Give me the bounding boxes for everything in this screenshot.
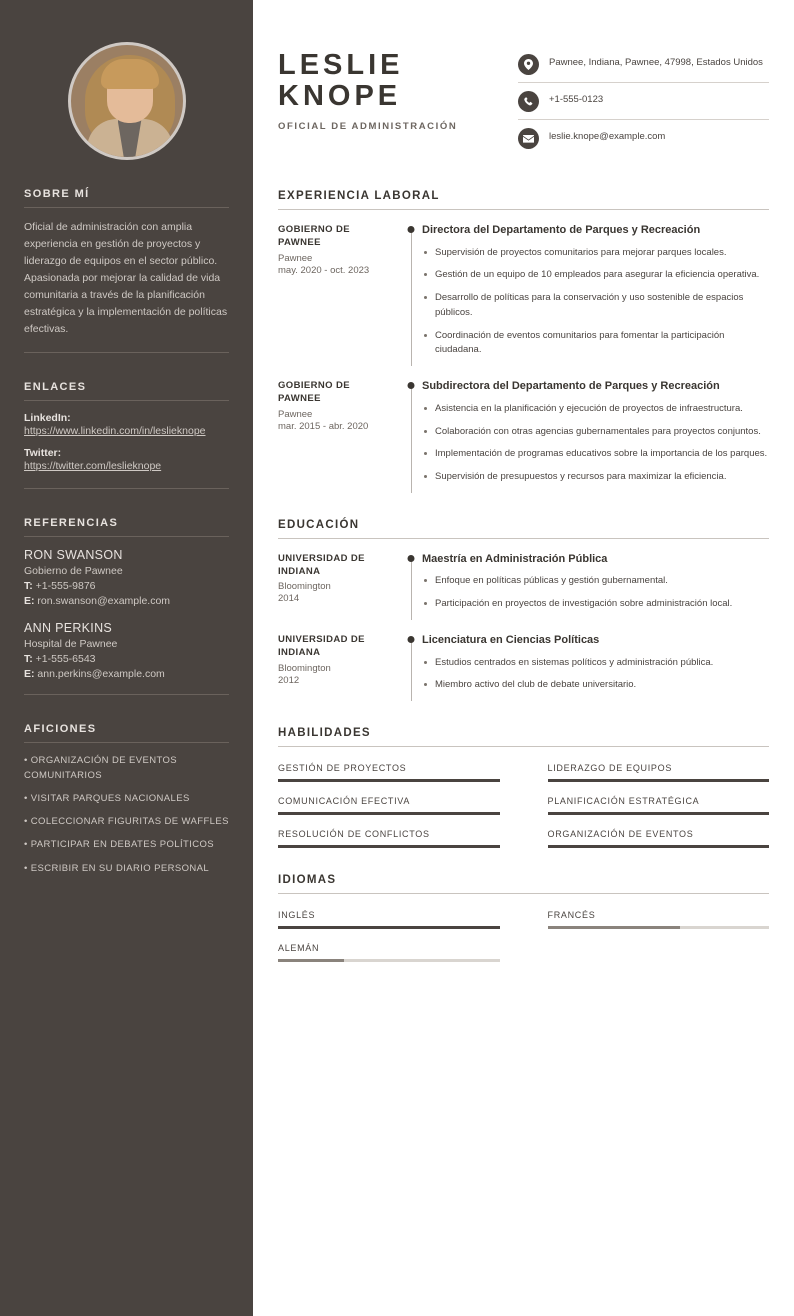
references-divider bbox=[24, 694, 229, 695]
skill-item bbox=[278, 763, 500, 782]
reference-phone-label: T: bbox=[24, 653, 33, 666]
skill-label: LIDERAZGO DE EQUIPOS bbox=[547, 763, 673, 774]
skills-section bbox=[278, 727, 769, 848]
language-item bbox=[278, 943, 500, 962]
education-org: UNIVERSIDAD DE INDIANA bbox=[278, 633, 365, 658]
language-label: FRANCÉS bbox=[547, 910, 596, 921]
timeline-line bbox=[411, 385, 412, 493]
skill-bar-fill bbox=[548, 779, 770, 782]
bullet-item: Estudios centrados en sistemas políticos y administración pública. bbox=[422, 656, 769, 671]
languages-section bbox=[278, 874, 769, 962]
hobby-item: • ESCRIBIR EN SU DIARIO PERSONAL bbox=[24, 862, 210, 874]
education-bullets bbox=[422, 574, 769, 611]
link-item bbox=[24, 447, 229, 474]
timeline-dot bbox=[408, 636, 415, 643]
language-bar-fill bbox=[278, 926, 500, 929]
experience-meta bbox=[278, 224, 400, 366]
timeline-marker bbox=[400, 553, 422, 620]
skill-item bbox=[548, 763, 770, 782]
reference-phone-line bbox=[24, 580, 229, 592]
reference-org: Hospital de Pawnee bbox=[24, 638, 118, 651]
reference-org: Gobierno de Pawnee bbox=[24, 565, 123, 578]
bullet-item: Gestión de un equipo de 10 empleados para asegurar la eficiencia operativa. bbox=[422, 268, 769, 283]
languages-grid bbox=[278, 910, 769, 962]
language-bar-fill bbox=[548, 926, 681, 929]
header bbox=[278, 40, 769, 164]
language-label: INGLÉS bbox=[278, 910, 316, 921]
skill-item bbox=[278, 829, 500, 848]
main-content bbox=[253, 0, 794, 1316]
experience-role: Subdirectora del Departamento de Parques y Recreación bbox=[422, 380, 720, 393]
language-bar-fill bbox=[278, 959, 344, 962]
experience-dates: may. 2020 - oct. 2023 bbox=[278, 264, 370, 276]
hobby-item: • VISITAR PARQUES NACIONALES bbox=[24, 792, 190, 804]
language-item bbox=[548, 910, 770, 929]
last-name: KNOPE bbox=[278, 80, 402, 113]
experience-bullets bbox=[422, 402, 769, 485]
reference-phone: +1-555-9876 bbox=[35, 580, 96, 593]
contact-email-text: leslie.knope@example.com bbox=[549, 131, 666, 142]
about-section bbox=[24, 188, 229, 353]
languages-heading: IDIOMAS bbox=[278, 874, 769, 894]
language-item bbox=[278, 910, 500, 929]
education-section bbox=[278, 519, 769, 701]
language-bar bbox=[278, 926, 500, 929]
about-divider bbox=[24, 352, 229, 353]
skill-bar-fill bbox=[278, 779, 500, 782]
job-title: OFICIAL DE ADMINISTRACIÓN bbox=[278, 120, 458, 132]
references-section bbox=[24, 517, 229, 695]
first-name: LESLIE bbox=[278, 49, 404, 81]
about-heading: SOBRE MÍ bbox=[24, 188, 229, 208]
skill-bar-fill bbox=[278, 812, 500, 815]
experience-bullets bbox=[422, 246, 769, 358]
education-detail bbox=[422, 553, 769, 620]
sidebar bbox=[0, 0, 253, 1316]
reference-email-line bbox=[24, 668, 229, 680]
linkedin-link[interactable]: https://www.linkedin.com/in/leslieknope bbox=[24, 425, 206, 437]
link-label: LinkedIn: bbox=[24, 412, 71, 424]
experience-entry bbox=[278, 380, 769, 493]
skill-bar bbox=[278, 845, 500, 848]
bullet-item: Supervisión de presupuestos y recursos para maximizar la eficiencia. bbox=[422, 470, 769, 485]
contact-phone bbox=[518, 91, 769, 120]
hobbies-heading: AFICIONES bbox=[24, 723, 229, 743]
education-meta bbox=[278, 634, 400, 701]
education-detail bbox=[422, 634, 769, 701]
timeline-line bbox=[411, 639, 412, 701]
reference-phone-line bbox=[24, 653, 229, 665]
bullet-item: Miembro activo del club de debate universitario. bbox=[422, 678, 769, 693]
education-meta bbox=[278, 553, 400, 620]
reference-phone: +1-555-6543 bbox=[35, 653, 96, 666]
reference-email-label: E: bbox=[24, 668, 35, 681]
timeline-dot bbox=[408, 226, 415, 233]
experience-location: Pawnee bbox=[278, 252, 313, 264]
education-dates: 2012 bbox=[278, 674, 300, 686]
bullet-item: Desarrollo de políticas para la conservación y uso sostenible de espacios públicos. bbox=[422, 291, 769, 320]
avatar-wrapper bbox=[24, 42, 229, 160]
reference-email: ron.swanson@example.com bbox=[37, 595, 171, 608]
language-bar bbox=[278, 959, 500, 962]
reference-item bbox=[24, 548, 229, 607]
skill-bar-fill bbox=[548, 845, 770, 848]
reference-email-label: E: bbox=[24, 595, 35, 608]
education-location: Bloomington bbox=[278, 662, 331, 674]
references-heading: REFERENCIAS bbox=[24, 517, 229, 537]
links-section bbox=[24, 381, 229, 489]
skill-label: RESOLUCIÓN DE CONFLICTOS bbox=[278, 829, 430, 840]
hobbies-section bbox=[24, 723, 229, 876]
education-entry bbox=[278, 553, 769, 620]
link-label: Twitter: bbox=[24, 447, 62, 460]
timeline-marker bbox=[400, 634, 422, 701]
skill-label: GESTIÓN DE PROYECTOS bbox=[278, 763, 407, 774]
skill-bar bbox=[278, 779, 500, 782]
reference-email: ann.perkins@example.com bbox=[37, 668, 165, 681]
avatar bbox=[68, 42, 186, 160]
education-org: UNIVERSIDAD DE INDIANA bbox=[278, 552, 365, 577]
avatar-hair-front bbox=[101, 59, 159, 89]
twitter-link[interactable]: https://twitter.com/leslieknope bbox=[24, 460, 162, 473]
skill-bar bbox=[548, 779, 770, 782]
experience-entry bbox=[278, 224, 769, 366]
timeline-line bbox=[411, 229, 412, 366]
experience-detail bbox=[422, 224, 769, 366]
education-degree: Licenciatura en Ciencias Políticas bbox=[422, 633, 600, 646]
bullet-item: Asistencia en la planificación y ejecución de proyectos de infraestructura. bbox=[422, 402, 769, 417]
timeline-line bbox=[411, 558, 412, 620]
contact-email bbox=[518, 128, 769, 156]
experience-detail bbox=[422, 380, 769, 493]
bullet-item: Participación en proyectos de investigación sobre administración local. bbox=[422, 597, 769, 612]
hobby-item: • PARTICIPAR EN DEBATES POLÍTICOS bbox=[24, 839, 215, 851]
reference-name: ANN PERKINS bbox=[24, 621, 113, 636]
experience-meta bbox=[278, 380, 400, 493]
reference-phone-label: T: bbox=[24, 580, 33, 593]
skill-bar-fill bbox=[278, 845, 500, 848]
skill-bar bbox=[278, 812, 500, 815]
education-heading: EDUCACIÓN bbox=[278, 519, 769, 539]
reference-item bbox=[24, 621, 229, 680]
timeline-marker bbox=[400, 224, 422, 366]
education-location: Bloomington bbox=[278, 581, 331, 593]
education-entry bbox=[278, 634, 769, 701]
experience-location: Pawnee bbox=[278, 408, 313, 420]
skill-bar bbox=[548, 812, 770, 815]
contact-block bbox=[518, 40, 769, 164]
timeline-marker bbox=[400, 380, 422, 493]
skill-label: PLANIFICACIÓN ESTRATÉGICA bbox=[547, 796, 700, 807]
experience-role: Directora del Departamento de Parques y Recreación bbox=[422, 224, 701, 236]
about-text: Oficial de administración con amplia experiencia en gestión de proyectos y liderazgo de equipos en el sector público. Apasionada por mejorar la calidad de vida comunitaria a través de la planificación estratégica y la implementación de políticas efectivas. bbox=[24, 221, 228, 335]
bullet-item: Coordinación de eventos comunitarios para fomentar la participación ciudadana. bbox=[422, 329, 769, 358]
language-bar bbox=[548, 926, 770, 929]
bullet-item: Supervisión de proyectos comunitarios para mejorar parques locales. bbox=[422, 246, 769, 261]
bullet-item: Enfoque en políticas públicas y gestión gubernamental. bbox=[422, 574, 769, 589]
education-dates: 2014 bbox=[278, 593, 300, 605]
bullet-item: Implementación de programas educativos sobre la importancia de los parques. bbox=[422, 447, 769, 462]
email-icon bbox=[518, 128, 539, 149]
hobby-item: • COLECCIONAR FIGURITAS DE WAFFLES bbox=[24, 816, 229, 828]
contact-location-text: Pawnee, Indiana, Pawnee, 47998, Estados Unidos bbox=[549, 57, 763, 68]
skills-grid bbox=[278, 763, 769, 848]
contact-location bbox=[518, 54, 769, 83]
name-block bbox=[278, 40, 518, 164]
contact-phone-text: +1-555-0123 bbox=[549, 94, 604, 105]
reference-name: RON SWANSON bbox=[24, 548, 123, 563]
link-item bbox=[24, 412, 229, 439]
bullet-item: Colaboración con otras agencias gubernamentales para proyectos conjuntos. bbox=[422, 425, 769, 440]
reference-email-line bbox=[24, 595, 229, 607]
experience-dates: mar. 2015 - abr. 2020 bbox=[278, 420, 369, 432]
skills-heading: HABILIDADES bbox=[278, 727, 769, 747]
timeline-dot bbox=[408, 555, 415, 562]
skill-label: ORGANIZACIÓN DE EVENTOS bbox=[547, 829, 694, 840]
education-degree: Maestría en Administración Pública bbox=[422, 552, 608, 565]
links-divider bbox=[24, 488, 229, 489]
skill-bar-fill bbox=[548, 812, 770, 815]
language-label: ALEMÁN bbox=[278, 943, 320, 954]
education-bullets bbox=[422, 656, 769, 693]
experience-org: GOBIERNO DE PAWNEE bbox=[278, 224, 350, 248]
skill-label: COMUNICACIÓN EFECTIVA bbox=[278, 796, 411, 807]
skill-item bbox=[548, 829, 770, 848]
experience-section bbox=[278, 190, 769, 493]
skill-bar bbox=[548, 845, 770, 848]
skill-item bbox=[278, 796, 500, 815]
skill-item bbox=[548, 796, 770, 815]
phone-icon bbox=[518, 91, 539, 112]
experience-heading: EXPERIENCIA LABORAL bbox=[278, 190, 769, 210]
location-icon bbox=[518, 54, 539, 75]
hobby-item: • ORGANIZACIÓN DE EVENTOS COMUNITARIOS bbox=[24, 755, 178, 781]
timeline-dot bbox=[408, 382, 415, 389]
experience-org: GOBIERNO DE PAWNEE bbox=[278, 380, 350, 404]
links-heading: ENLACES bbox=[24, 381, 229, 401]
